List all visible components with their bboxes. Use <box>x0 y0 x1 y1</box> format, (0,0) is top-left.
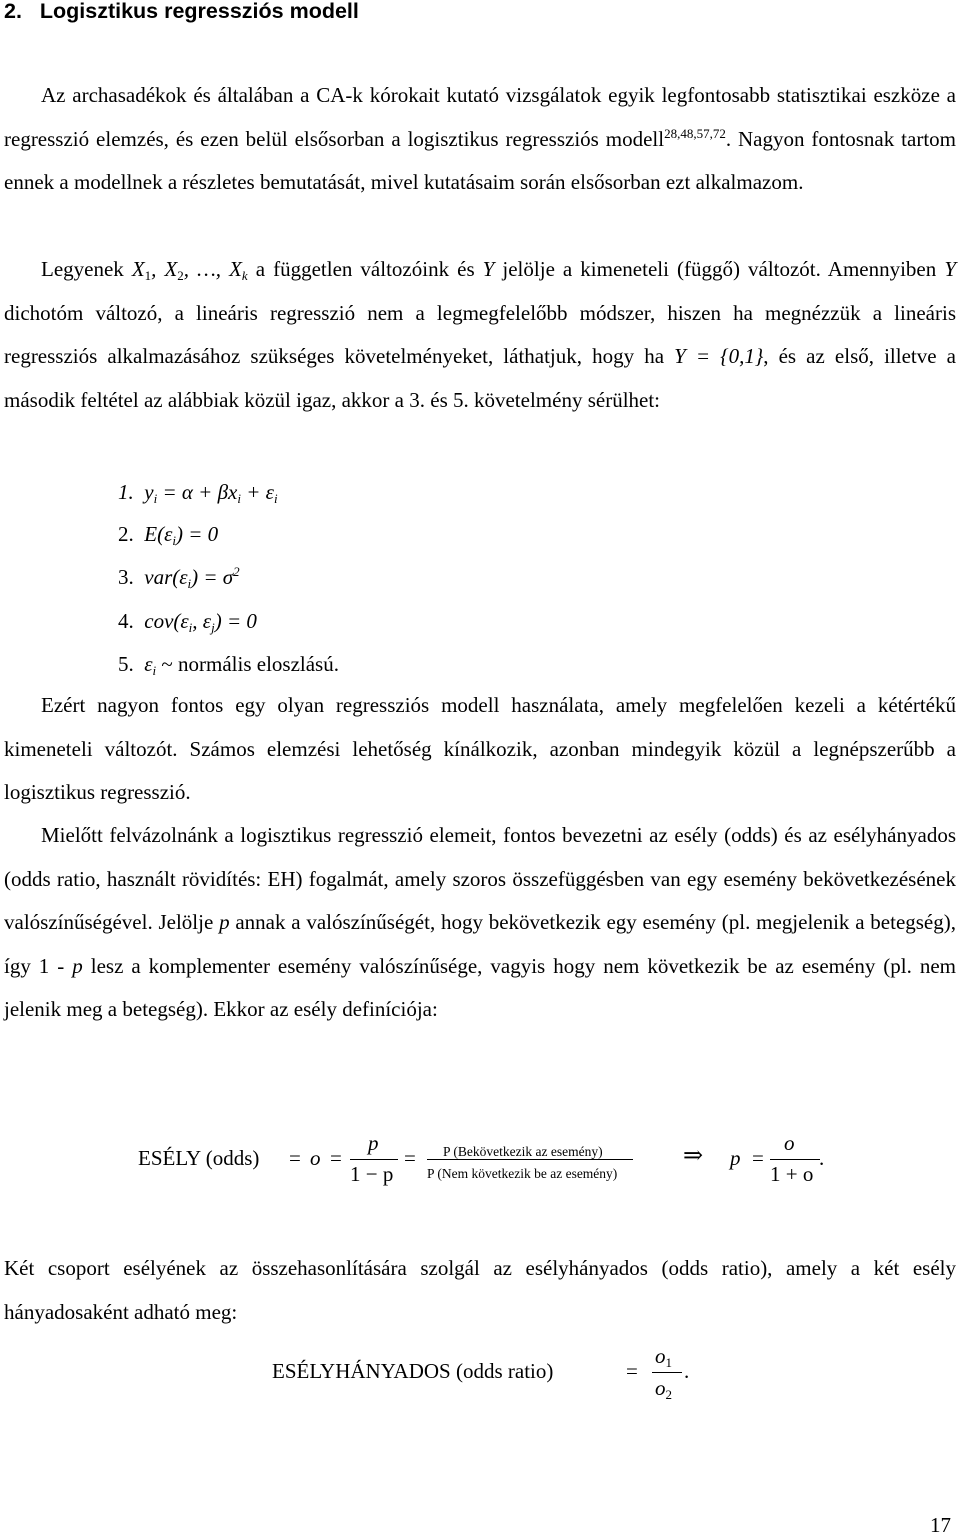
equals-sign: = <box>289 1146 301 1170</box>
page-number: 17 <box>930 1513 951 1537</box>
fraction-numerator: o <box>784 1131 795 1155</box>
paragraph-intro: Az archasadékok és általában a CA-k kórokait kutató vizsgálatok egyik legfontosabb statisztikai eszköze a regresszió elemzés, és ezen belül elsősorban a logisztikus regressziós modell$^{28,48,57,72}$. Nagyon fontosnak tartom ennek a modellnek a részletes bemutatását, mivel kutatásaim során elsősorban ezt alkalmazom. <box>4 83 956 195</box>
fraction-denominator: 1 − p <box>350 1162 394 1186</box>
fraction-denominator: 1 + o <box>770 1162 814 1186</box>
fraction-numerator: $o_1$ <box>655 1344 672 1370</box>
implies-arrow-icon: ⇒ <box>683 1143 704 1169</box>
period: . <box>684 1359 690 1383</box>
fraction-line <box>652 1372 682 1373</box>
equals-sign: = <box>404 1146 416 1170</box>
probability-event-numerator: P (Bekövetkezik az esemény) <box>443 1144 603 1159</box>
condition-1: 1. $y_i = \alpha + \beta x_i + \varepsilon_i$ <box>118 480 278 506</box>
citation-refs: 28,48,57,72 <box>664 125 726 141</box>
section-title: Logisztikus regressziós modell <box>39 0 359 23</box>
paragraph-model-need: Ezért nagyon fontos egy olyan regressziós modell használata, amely megfelelően kezeli a kétértékű kimeneteli változót. Számos elemzési lehetőség kínálkozik, azonban mindegyik közül a legnépszerűbb a logisztikus regresszió. <box>4 693 956 805</box>
equals-sign: = <box>752 1146 764 1170</box>
section-heading <box>4 0 359 26</box>
paragraph-odds-intro: Mielőtt felvázolnánk a logisztikus regresszió elemeit, fontos bevezetni az esély (odds) és az esélyhányados (odds ratio, használt rövidítés: EH) fogalmát, amely szoros összefüggésben van egy esemény bekövetkezésének valószínűségével. Jelölje p annak a valószínűségét, hogy bekövetkezik egy esemény (pl. megjelenik a betegség), így 1 - p lesz a komplementer esemény valószínűsége, vagyis hogy nem következik be az esemény (pl. nem jelenik meg a betegség). Ekkor az esély definíciója: <box>4 823 957 1022</box>
equals-sign: = <box>626 1359 638 1383</box>
paragraph-variables: Legyenek $X_1$, $X_2$, …, $X_k$ a független változóink és Y jelölje a kimeneteli (függő) változót. Amennyiben Y dichotóm változó, a lineáris regresszió nem a legmegfelelőbb módszer, hiszen ha megnézzük a lineáris regressziós alkalmazásához szükséges követelményeket, láthatjuk, hogy ha Y = {0,1}, és az első, illetve a második feltétel az alábbiak közül igaz, akkor a 3. és 5. követelmény sérülhet: <box>4 257 956 412</box>
condition-5: 5. $\varepsilon_i$ ~ normális eloszlású. <box>118 652 339 678</box>
condition-2: 2. $E(\varepsilon_i) = 0$ <box>118 522 219 548</box>
probability-event-denominator: P (Nem következik be az esemény) <box>427 1166 618 1181</box>
condition-4: 4. $cov(\varepsilon_i$, $\varepsilon_j) = 0$ <box>118 609 257 635</box>
odds-ratio-label: ESÉLYHÁNYADOS (odds ratio) <box>272 1359 554 1383</box>
paragraph-odds-ratio: Két csoport esélyének az összehasonlítására szolgál az esélyhányados (odds ratio), amely a két esély hányadosaként adható meg: <box>4 1256 956 1324</box>
fraction-numerator: p <box>368 1131 379 1155</box>
fraction-denominator: $o_2$ <box>655 1376 672 1402</box>
section-number: 2. <box>4 0 22 23</box>
odds-label: ESÉLY (odds) <box>138 1146 260 1170</box>
equals-sign: = <box>330 1146 342 1170</box>
period: . <box>819 1146 825 1170</box>
condition-3: 3. $var(\varepsilon_i) = \sigma^2$ <box>118 564 240 591</box>
odds-symbol: o <box>310 1146 321 1170</box>
p-symbol: p <box>730 1146 741 1170</box>
